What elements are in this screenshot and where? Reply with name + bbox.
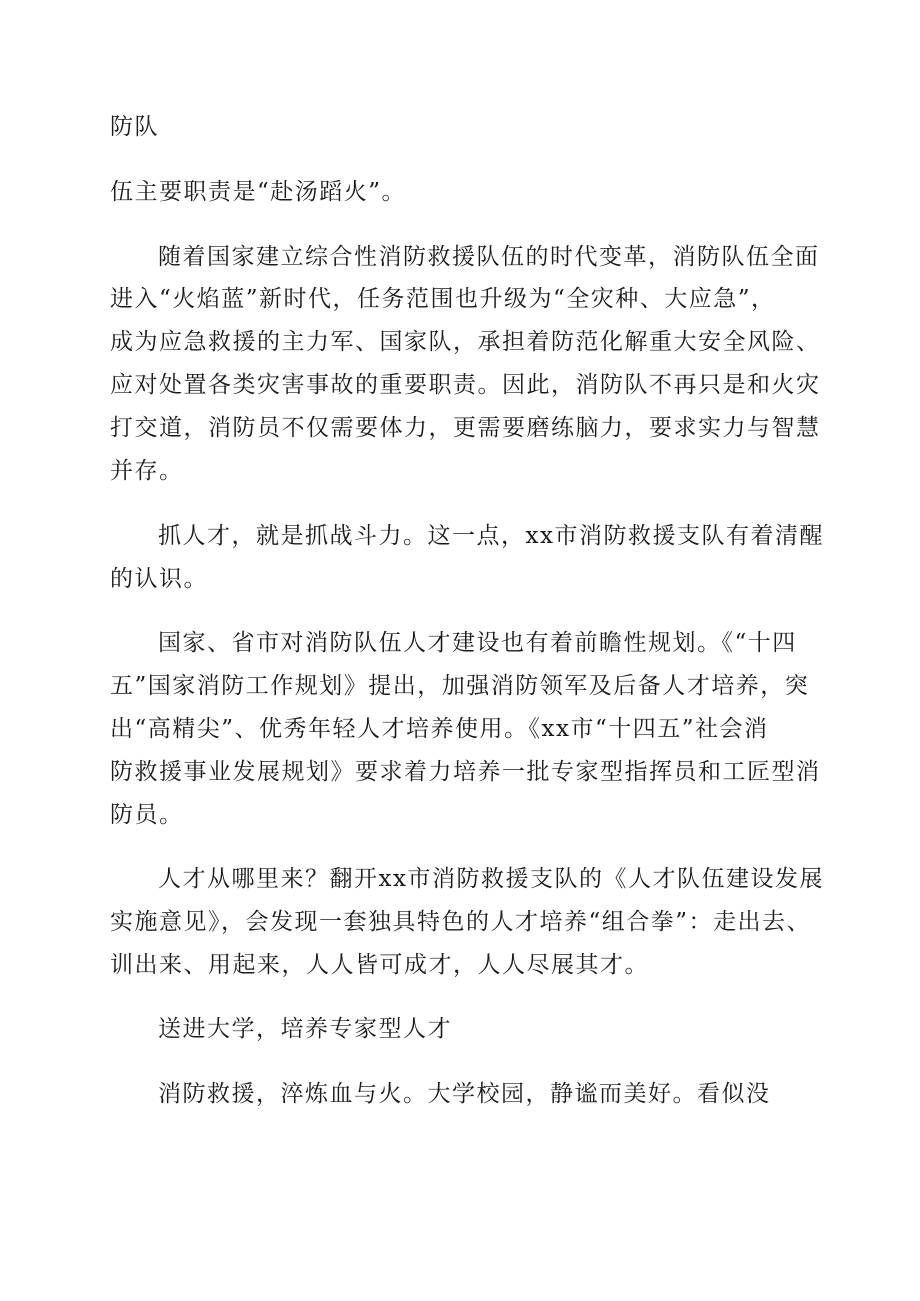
text-line-8: 并存。: [110, 458, 184, 484]
text-line-12: 五”国家消防工作规划》提出，加强消防领军及后备人才培养，突: [110, 673, 810, 699]
text-line-5: 成为应急救援的主力军、国家队，承担着防范化解重大安全风险、: [110, 329, 821, 355]
text-line-11: 国家、省市对消防队伍人才建设也有着前瞻性规划。《“十四: [158, 630, 797, 656]
text-line-20: 消防救援，淬炼血与火。大学校园，静谧而美好。看似没: [158, 1081, 771, 1107]
text-line-3: 随着国家建立综合性消防救援队伍的时代变革，消防队伍全面: [158, 244, 820, 270]
text-line-16: 人才从哪里来？翻开xx市消防救援支队的《人才队伍建设发展: [158, 866, 824, 892]
text-line-6: 应对处置各类灾害事故的重要职责。因此，消防队不再只是和火灾: [110, 372, 821, 398]
text-line-9: 抓人才，就是抓战斗力。这一点，xx市消防救援支队有着清醒: [158, 523, 824, 549]
text-line-7: 打交道，消防员不仅需要体力，更需要磨练脑力，要求实力与智慧: [110, 415, 821, 441]
text-line-18: 训出来、用起来，人人皆可成才，人人尽展其才。: [110, 952, 649, 978]
text-line-15: 防员。: [110, 802, 184, 828]
text-line-13: 出“高精尖”、优秀年轻人才培养使用。《xx市“十四五”社会消: [110, 716, 769, 742]
section-heading: 送进大学，培养专家型人才: [158, 1016, 452, 1042]
text-line-2: 伍主要职责是“赴汤蹈火”。: [110, 179, 407, 205]
text-line-10: 的认识。: [110, 566, 208, 592]
text-line-14: 防救援事业发展规划》要求着力培养一批专家型指挥员和工匠型消: [110, 759, 821, 785]
text-line-4: 进入“火焰蓝”新时代，任务范围也升级为“全灾种、大应急”，: [110, 286, 776, 312]
text-line-1: 防队: [110, 114, 159, 140]
text-line-17: 实施意见》，会发现一套独具特色的人才培养“组合拳”：走出去、: [110, 909, 812, 935]
